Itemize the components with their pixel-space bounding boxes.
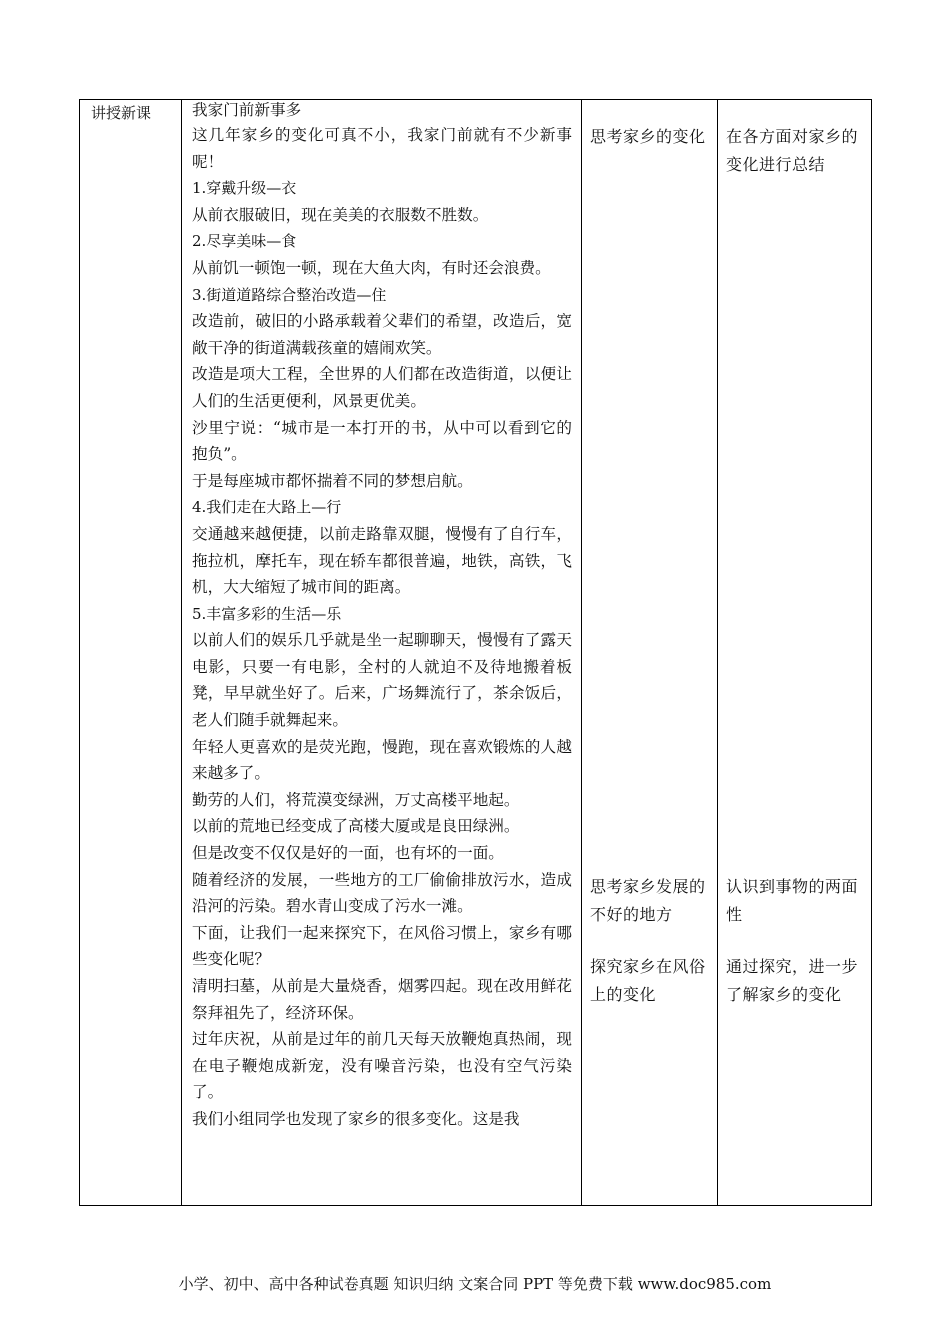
paragraph: 过年庆祝，从前是过年的前几天每天放鞭炮真热闹，现在电子鞭炮成新宠，没有噪音污染，也没有空气污染了。 [192, 1030, 572, 1102]
paragraph: 以前的荒地已经变成了高楼大厦或是良田绿洲。 [192, 817, 520, 836]
design-intent-3: 通过探究，进一步了解家乡的变化 [726, 957, 859, 1004]
paragraph: 于是每座城市都怀揣着不同的梦想启航。 [192, 471, 473, 490]
paragraph: 交通越来越便捷，以前走路靠双腿，慢慢有了自行车，拖拉机，摩托车，现在轿车都很普遍，地铁，高铁，飞机，大大缩短了城市间的距离。 [192, 524, 572, 597]
paragraph: 这几年家乡的变化可真不小，我家门前就有不少新事呢！ [192, 126, 572, 171]
paragraph: 下面，让我们一起来探究下，在风俗习惯上，家乡有哪些变化呢？ [192, 923, 572, 969]
section-heading: 3.街道道路综合整治改造—住 [192, 285, 387, 304]
student-activity-2: 思考家乡发展的不好的地方 [590, 877, 706, 924]
section-heading: 1.穿戴升级—衣 [192, 179, 297, 198]
paragraph: 勤劳的人们，将荒漠变绿洲，万丈高楼平地起。 [192, 790, 520, 809]
paragraph: 我们小组同学也发现了家乡的很多变化。这是我 [192, 1109, 520, 1128]
design-intent-1: 在各方面对家乡的变化进行总结 [726, 127, 859, 174]
section-heading: 5.丰富多彩的生活—乐 [192, 604, 342, 623]
section-heading: 2.尽享美味—食 [192, 232, 297, 251]
paragraph: 但是改变不仅仅是好的一面，也有坏的一面。 [192, 844, 504, 863]
paragraph: 改造前，破旧的小路承载着父辈们的希望，改造后，宽敞干净的街道满载孩童的嬉闹欢笑。 [192, 312, 572, 357]
lesson-table [79, 99, 872, 1206]
student-activity-1: 思考家乡的变化 [590, 127, 706, 146]
table-row [80, 100, 872, 1206]
paragraph: 从前衣服破旧，现在美美的衣服数不胜数。 [192, 205, 489, 224]
section-title: 我家门前新事多 [192, 101, 302, 119]
paragraph: 沙里宁说：“城市是一本打开的书，从中可以看到它的抱负”。 [192, 418, 572, 464]
paragraph: 年轻人更喜欢的是荧光跑，慢跑，现在喜欢锻炼的人越来越多了。 [192, 737, 572, 783]
content-cell [182, 100, 582, 1206]
stage-cell: 讲授新课 [80, 100, 182, 1206]
paragraph: 随着经济的发展，一些地方的工厂偷偷排放污水，造成沿河的污染。碧水青山变成了污水一滩。 [192, 870, 572, 916]
student-activity-cell [582, 100, 718, 1206]
paragraph: 从前饥一顿饱一顿，现在大鱼大肉，有时还会浪费。 [192, 258, 551, 277]
student-activity-3: 探究家乡在风俗上的变化 [590, 957, 706, 1004]
design-intent-cell [718, 100, 872, 1206]
paragraph: 改造是项大工程，全世界的人们都在改造街道，以便让人们的生活更便利，风景更优美。 [192, 365, 572, 410]
paragraph: 清明扫墓，从前是大量烧香，烟雾四起。现在改用鲜花祭拜祖先了，经济环保。 [192, 977, 572, 1022]
paragraph: 以前人们的娱乐几乎就是坐一起聊聊天，慢慢有了露天电影，只要一有电影，全村的人就迫不及待地搬着板凳，早早就坐好了。后来，广场舞流行了，茶余饭后，老人们随手就舞起来。 [192, 631, 572, 730]
footer-ad: 小学、初中、高中各种试卷真题 知识归纳 文案合同 PPT 等免费下载 www.doc985.com [178, 1275, 772, 1293]
section-heading: 4.我们走在大路上—行 [192, 498, 342, 517]
design-intent-2: 认识到事物的两面性 [726, 877, 859, 924]
